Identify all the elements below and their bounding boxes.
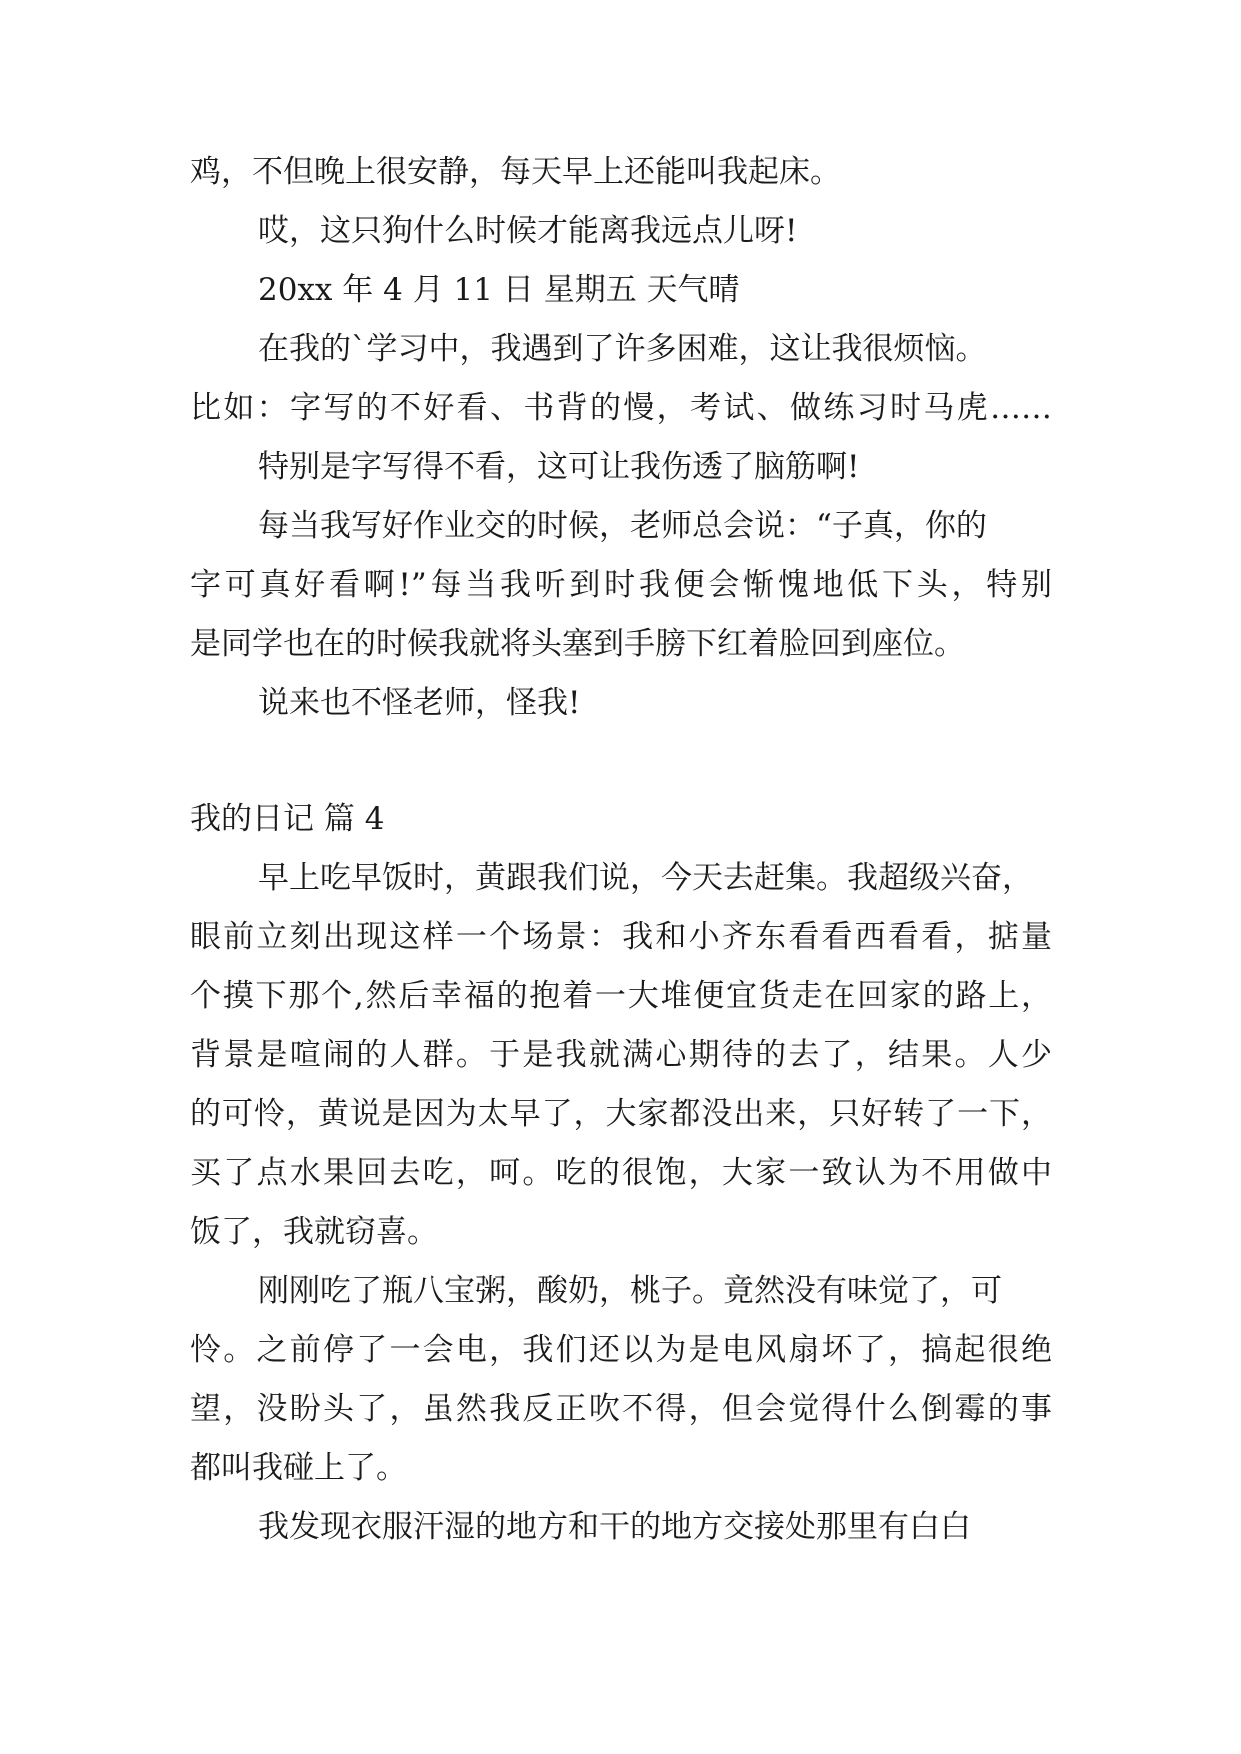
text-line: 每当我写好作业交的时候，老师总会说：“子真，你的 [258, 508, 987, 544]
text-line: 饭了，我就窃喜。 [190, 1214, 438, 1250]
text-line: 个摸下那个,然后幸福的抱着一大堆便宜货走在回家的路上， [190, 978, 1052, 1014]
text-line: 字可真好看啊!”每当我听到时我便会惭愧地低下头，特别 [190, 567, 1052, 603]
text-line: 说来也不怪老师，怪我! [258, 685, 581, 721]
text-line: 特别是字写得不看，这可让我伤透了脑筋啊! [258, 449, 860, 485]
text-line: 背景是喧闹的人群。于是我就满心期待的去了，结果。人少 [190, 1037, 1052, 1073]
text-line: 早上吃早饭时，黄跟我们说，今天去赶集。我超级兴奋， [258, 860, 1033, 896]
section-heading: 我的日记 篇 4 [190, 801, 385, 837]
text-line: 刚刚吃了瓶八宝粥，酸奶，桃子。竟然没有味觉了，可 [258, 1273, 1002, 1309]
text-line: 眼前立刻出现这样一个场景：我和小齐东看看西看看，掂量 [190, 919, 1052, 955]
text-line: 怜。之前停了一会电，我们还以为是电风扇坏了，搞起很绝 [190, 1332, 1052, 1368]
text-line: 都叫我碰上了。 [190, 1450, 407, 1486]
text-line: 我发现衣服汗湿的地方和干的地方交接处那里有白白 [258, 1509, 971, 1545]
text-line: 鸡，不但晚上很安静，每天早上还能叫我起床。 [190, 154, 841, 190]
text-line: 买了点水果回去吃，呵。吃的很饱，大家一致认为不用做中 [190, 1155, 1052, 1191]
text-line: 在我的`学习中，我遇到了许多困难，这让我很烦恼。 [258, 331, 987, 367]
date-line: 20xx 年 4 月 11 日 星期五 天气晴 [258, 272, 740, 308]
text-line: 的可怜，黄说是因为太早了，大家都没出来，只好转了一下， [190, 1096, 1052, 1132]
text-line: 望，没盼头了，虽然我反正吹不得，但会觉得什么倒霉的事 [190, 1391, 1052, 1427]
text-line: 是同学也在的时候我就将头塞到手膀下红着脸回到座位。 [190, 626, 965, 662]
text-line: 哎，这只狗什么时候才能离我远点儿呀! [258, 213, 798, 249]
text-line: 比如：字写的不好看、书背的慢，考试、做练习时马虎…… [190, 390, 1052, 426]
